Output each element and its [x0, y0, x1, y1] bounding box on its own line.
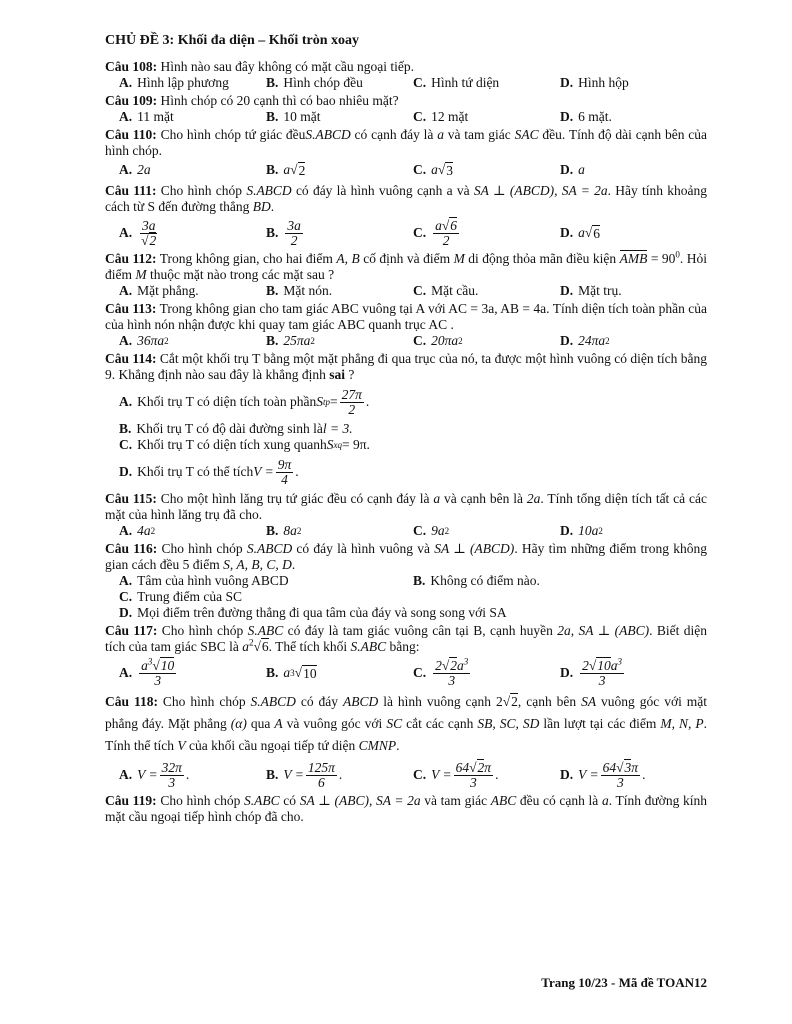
- option-c[interactable]: C. 9a 2: [413, 523, 450, 538]
- question-109: [105, 93, 707, 125]
- options: [105, 283, 707, 299]
- question-108: [105, 59, 707, 91]
- fraction: $\frac{a^3√10}{3}$: [141, 656, 175, 688]
- fraction: $\frac{125\pi}{6}$: [307, 759, 335, 790]
- question-number: Câu 116:: [105, 541, 158, 556]
- question-text: Hình chóp có 20 cạnh thì có bao nhiêu mặt?: [160, 93, 399, 108]
- option-b[interactable]: B. Hình chóp đều: [266, 75, 363, 90]
- question-text: Hình nào sau đây không có mặt cầu ngoại tiếp.: [160, 59, 414, 74]
- option-d[interactable]: D. Mặt trụ.: [560, 283, 622, 298]
- option-d[interactable]: D. Khối trụ T có thể tích V = $\frac{9\pi}{4}$ .: [119, 456, 299, 487]
- option-c[interactable]: C. $\frac{2√2a^3}{3}$: [413, 656, 469, 688]
- option-d[interactable]: D. $\frac{2√10a^3}{3}$: [560, 656, 623, 688]
- option-b[interactable]: B. 8a 2: [266, 523, 302, 538]
- option-b[interactable]: B. a 3 √ 10: [266, 665, 317, 681]
- option-d[interactable]: D. V = $\frac{64√3\pi}{3}$ .: [560, 759, 646, 790]
- fraction: $\frac{32\pi}{3}$: [161, 759, 182, 790]
- option-c[interactable]: C. Hình tứ diện: [413, 75, 500, 90]
- question-number: Câu 113:: [105, 301, 157, 316]
- question-116: Câu 116: Cho hình chóp S.ABCD có đáy là hình vuông và SA ⊥ (ABCD). Hãy tìm những điểm trong không gian cách đều 5 điểm S, A, B, C, D. A. Tâm của hình vuông ABCD B. Không có điểm nào. C. Trung điểm của SC D. Mọi điểm trên đường thẳng đi qua tâm của đáy và song song với SA: [105, 541, 708, 620]
- page-footer: Trang 10/23 - Mã đề TOAN12: [541, 975, 707, 990]
- option-a[interactable]: A. Mặt phẳng.: [119, 283, 199, 298]
- question-number: Câu 115:: [105, 491, 157, 506]
- option-b[interactable]: B. 10 mặt: [266, 109, 321, 124]
- question-number: Câu 109:: [105, 93, 158, 108]
- fraction: $\frac{9\pi}{4}$: [277, 456, 292, 487]
- question-118: Câu 118: Cho hình chóp S.ABCD có đáy ABCD là hình vuông cạnh 2√2, cạnh bên SA vuông góc với mặt phẳng đáy. Mặt phẳng (α) qua A và vuông góc với SC cắt các cạnh SB, SC, SD lần lượt tại các điểm M, N, P. Tính thể tích V của khối cầu ngoại tiếp tứ diện CMNP. A. V = $\frac{32\pi}{3}$ . B. V = $\frac{125\pi}{6}$ . C. V = $\frac{64√2\pi}{3}$ . D. V = $\frac{64√3\pi}{3}$ .: [105, 694, 708, 790]
- option-b[interactable]: B. V = $\frac{125\pi}{6}$ .: [266, 759, 343, 790]
- option-d[interactable]: D. a √ 6: [560, 225, 601, 241]
- question-number: Câu 118:: [105, 694, 158, 709]
- option-c[interactable]: C. Trung điểm của SC: [119, 589, 243, 604]
- question-number: Câu 114:: [105, 351, 157, 366]
- option-d[interactable]: D. 24πa 2: [560, 333, 610, 348]
- options: [105, 75, 707, 91]
- options: [105, 760, 707, 790]
- options: [105, 658, 707, 688]
- fraction: $\frac{3a}{√2}$: [141, 217, 157, 248]
- option-a[interactable]: A. 11 mặt: [119, 109, 174, 124]
- option-a[interactable]: A. Khối trụ T có diện tích toàn phần S tp = $\frac{27\pi}{2}$ .: [119, 386, 370, 417]
- options: [105, 109, 707, 125]
- option-d[interactable]: D. Hình hộp: [560, 75, 629, 90]
- question-number: Câu 110:: [105, 127, 157, 142]
- option-c[interactable]: C. Khối trụ T có diện tích xung quanh S xq = 9π.: [119, 437, 370, 452]
- question-119: Câu 119: Cho hình chóp S.ABC có SA ⊥ (ABC), SA = 2a và tam giác ABC đều có cạnh là a. Tính đường kính mặt cầu ngoại tiếp hình chóp đã cho.: [105, 793, 707, 824]
- option-b[interactable]: B. a √ 2: [266, 162, 306, 178]
- question-117: Câu 117: Cho hình chóp S.ABC có đáy là tam giác vuông cân tại B, cạnh huyền 2a, SA ⊥ (ABC). Biết diện tích của tam giác SBC là $a^2√6$. Thể tích khối S.ABC bằng: A. $\frac{a^3√10}{3}$ B. a 3 √ 10 C. $\frac{2√2a^3}{3}$ D. $\frac{2√10a^3}{3}$: [105, 623, 708, 688]
- fraction: $\frac{64√2\pi}{3}$: [455, 759, 492, 790]
- options: [105, 159, 707, 181]
- option-a[interactable]: A. $\frac{3a}{√2}$: [119, 217, 157, 248]
- option-b[interactable]: B. Mặt nón.: [266, 283, 333, 298]
- option-c[interactable]: C. 12 mặt: [413, 109, 469, 124]
- question-115: Câu 115: Cho một hình lăng trụ tứ giác đều có cạnh đáy là a và cạnh bên là 2a. Tính tổng diện tích tất cả các mặt của hình lăng trụ đã cho. A. 4a 2 B. 8a 2 C. 9a 2 D. 10a 2: [105, 491, 707, 538]
- fraction: $\frac{27\pi}{2}$: [341, 386, 362, 417]
- fraction: $\frac{3a}{2}$: [287, 217, 301, 248]
- option-a[interactable]: A. $\frac{a^3√10}{3}$: [119, 656, 175, 688]
- option-a[interactable]: A. 2a: [119, 162, 151, 177]
- question-113: [105, 301, 707, 349]
- option-b[interactable]: B. Không có điểm nào.: [413, 573, 540, 588]
- option-c[interactable]: C. $\frac{a√6}{2}$: [413, 217, 458, 248]
- option-a[interactable]: A. Tâm của hình vuông ABCD: [119, 573, 289, 588]
- option-c[interactable]: C. V = $\frac{64√2\pi}{3}$ .: [413, 759, 499, 790]
- option-c[interactable]: C. Mặt cầu.: [413, 283, 479, 298]
- fraction: $\frac{a√6}{2}$: [435, 217, 458, 248]
- option-d[interactable]: D. Mọi điểm trên đường thẳng đi qua tâm của đáy và song song với SA: [119, 605, 507, 620]
- option-b[interactable]: B. $\frac{3a}{2}$: [266, 217, 301, 248]
- question-number: Câu 112:: [105, 251, 157, 266]
- options: [105, 523, 707, 539]
- question-110: Câu 110: Cho hình chóp tứ giác đềuS.ABCD có cạnh đáy là a và tam giác SAC đều. Tính độ dài cạnh bên của hình chóp. A. 2a B. a √ 2 C. a √ 3 D. a: [105, 127, 707, 181]
- topic-header: CHỦ ĐỀ 3: Khối đa diện – Khối tròn xoay: [105, 33, 359, 48]
- option-a[interactable]: A. Hình lập phương: [119, 75, 229, 90]
- option-d[interactable]: D. a: [560, 162, 585, 177]
- option-a[interactable]: A. 36πa 2: [119, 333, 169, 348]
- option-a[interactable]: A. 4a 2: [119, 523, 156, 538]
- fraction: $\frac{2√10a^3}{3}$: [582, 656, 623, 688]
- option-c[interactable]: C. a √ 3: [413, 162, 454, 178]
- option-a[interactable]: A. V = $\frac{32\pi}{3}$ .: [119, 759, 190, 790]
- options: [105, 573, 707, 589]
- options: [105, 333, 707, 349]
- question-number: Câu 111:: [105, 183, 157, 198]
- question-111: Câu 111: Cho hình chóp S.ABCD có đáy là hình vuông cạnh a và SA ⊥ (ABCD), SA = 2a. Hãy tính khoảng cách từ S đến đường thẳng BD. A. $\frac{3a}{√2}$ B. $\frac{3a}{2}$ C. $\frac{a√6}{2}$ D. a √ 6: [105, 183, 707, 248]
- option-d[interactable]: D. 6 mặt.: [560, 109, 612, 124]
- option-c[interactable]: C. 20πa 2: [413, 333, 463, 348]
- option-d[interactable]: D. 10a 2: [560, 523, 603, 538]
- fraction: $\frac{64√3\pi}{3}$: [602, 759, 639, 790]
- exam-page: [105, 33, 707, 825]
- option-b[interactable]: B. 25πa 2: [266, 333, 315, 348]
- question-number: Câu 119:: [105, 793, 157, 808]
- question-112: Câu 112: Trong không gian, cho hai điểm A, B cố định và điểm M di động thỏa mãn điều kiện AMB = $90^0$. Hỏi điểm M thuộc mặt nào trong các mặt sau ? A. Mặt phẳng. B. Mặt nón. C. Mặt cầu. D. Mặt trụ.: [105, 249, 707, 298]
- question-number: Câu 117:: [105, 623, 158, 638]
- option-b[interactable]: B. Khối trụ T có độ dài đường sinh là l = 3.: [119, 421, 353, 436]
- question-text: Trong không gian cho tam giác ABC vuông tại A với AC = 3a, AB = 4a. Tính diện tích toàn phần của của hình nón nhận được khi quay tam giác ABC quanh trục AC .: [105, 301, 707, 332]
- question-number: Câu 108:: [105, 59, 158, 74]
- options: [105, 218, 707, 248]
- question-114: Câu 114: Cắt một khối trụ T bằng một mặt phẳng đi qua trục của nó, ta được một hình vuông có diện tích bằng 9. Khẳng định nào sau đây là khẳng định sai ? A. Khối trụ T có diện tích toàn phần S tp = $\frac{27\pi}{2}$ . B. Khối trụ T có độ dài đường sinh là l = 3. C. Khối trụ T có diện tích xung quanh S xq = 9π. D. Khối trụ T có thể tích V = $\frac{9\pi}{4}$ .: [105, 351, 707, 487]
- fraction: $\frac{2√2a^3}{3}$: [435, 656, 469, 688]
